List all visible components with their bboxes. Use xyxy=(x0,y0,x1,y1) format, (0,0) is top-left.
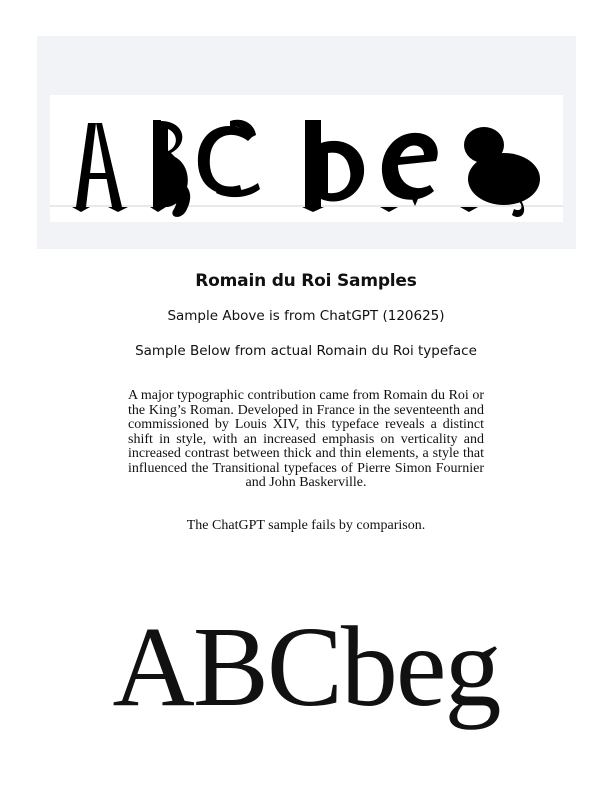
glyph-b xyxy=(150,120,190,217)
subtitle-sample-above: Sample Above is from ChatGPT (120625) xyxy=(167,308,445,324)
glyph-g xyxy=(460,127,540,217)
chatgpt-sample-image xyxy=(50,95,563,222)
history-paragraph: A major typographic contribution came from Romain du Roi or the King’s Roman. Developed in France in the seventeenth and commissioned by Louis XIV, this typeface reveals a distinct shift in style, with an increased emphasis on verticality and increased contrast between thick and thin elements, a style that influenced the Transitional typefaces of Pierre Simon Fournier and John Baskerville. xyxy=(128,388,484,490)
glyph-c xyxy=(198,120,260,197)
subtitle-sample-below: Sample Below from actual Romain du Roi typeface xyxy=(135,343,477,359)
page-title: Romain du Roi Samples xyxy=(195,271,417,291)
glyph-e xyxy=(380,133,438,212)
romain-du-roi-sample: ABCbeg xyxy=(112,603,500,730)
glyph-b-lower xyxy=(302,120,364,212)
closing-remark: The ChatGPT sample fails by comparison. xyxy=(186,518,426,533)
glyph-a xyxy=(72,123,128,212)
